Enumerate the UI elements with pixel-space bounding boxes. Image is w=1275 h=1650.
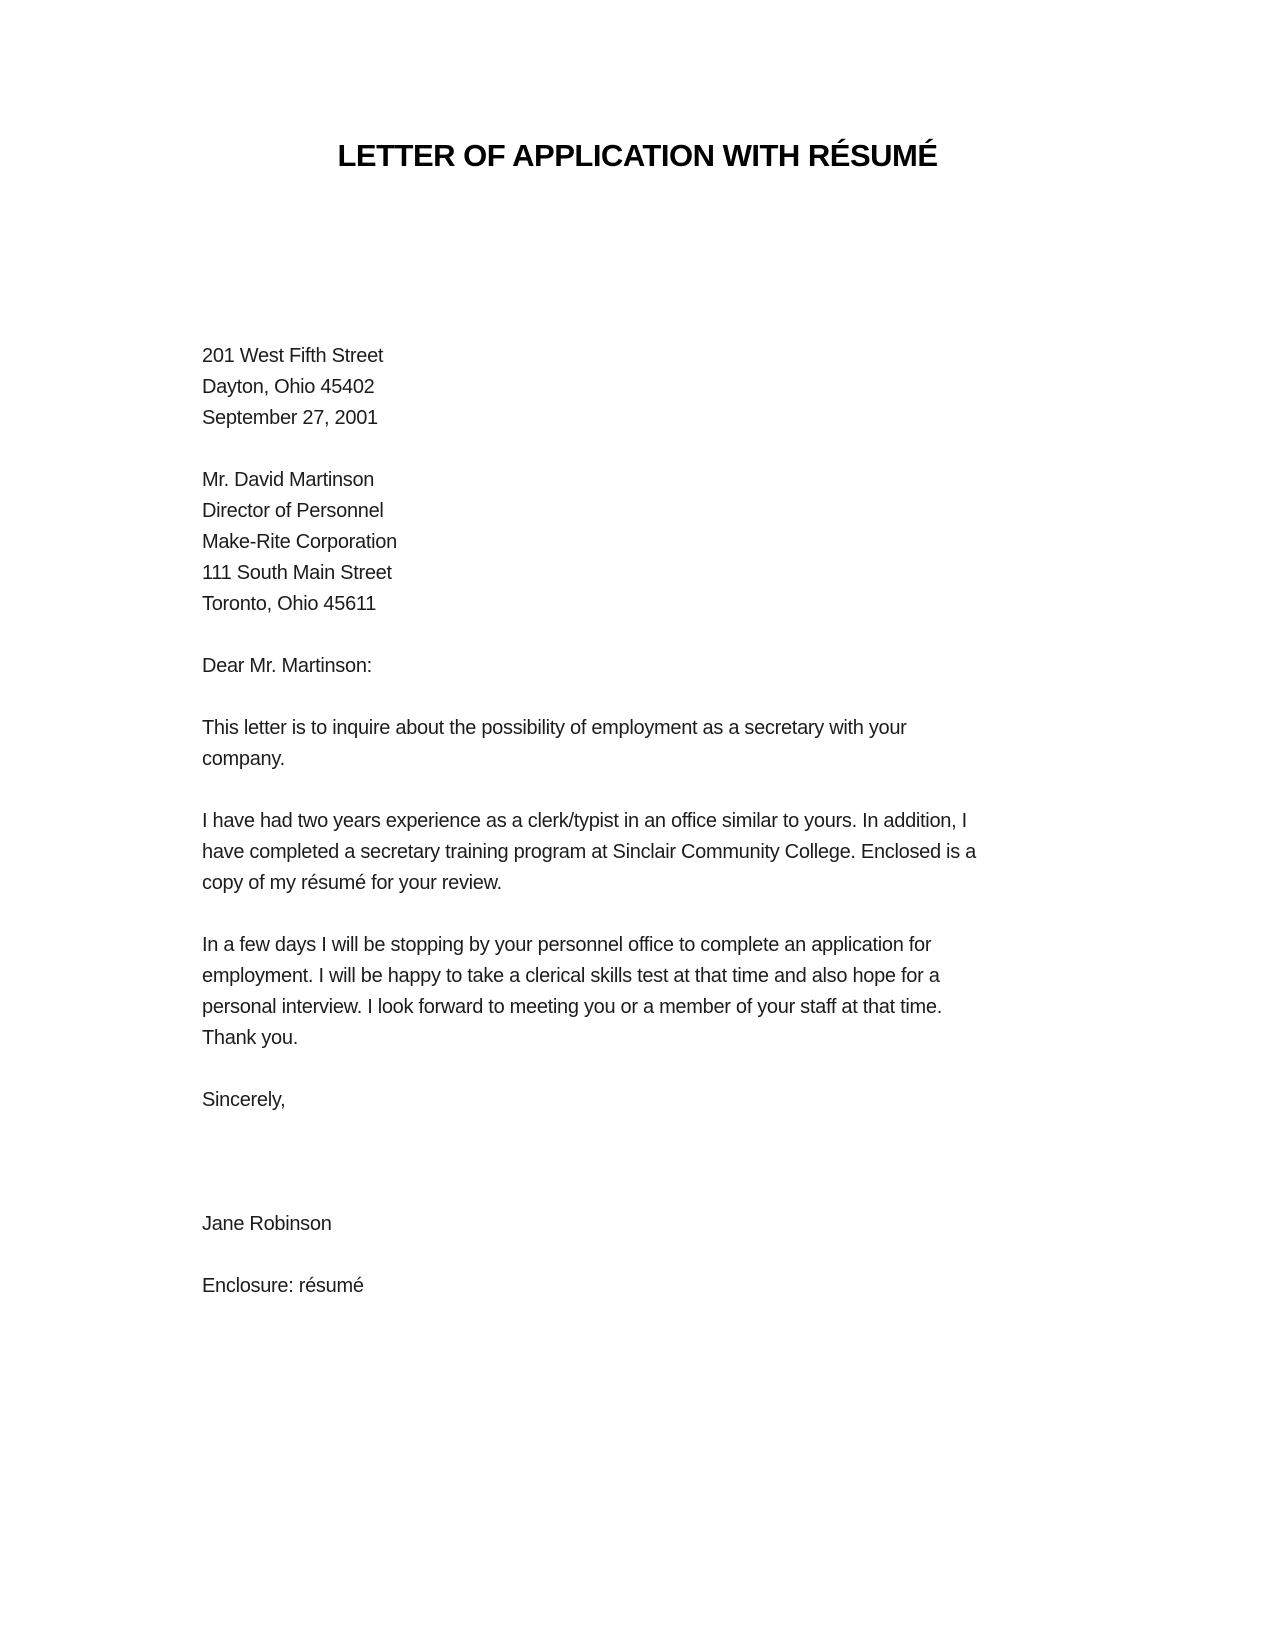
salutation: Dear Mr. Martinson: [202,655,372,677]
enclosure-note: Enclosure: résumé [202,1275,364,1297]
body-paragraph-2: I have had two years experience as a clerk/typist in an office similar to yours. In addition, I have completed a secretary training program at Sinclair Community College. Enclosed is a copy of my résumé for your review. [202,810,976,894]
letter-body [202,341,984,1302]
letter-date: September 27, 2001 [202,407,378,429]
recipient-address-block [202,465,984,620]
body-paragraph-3: In a few days I will be stopping by your personnel office to complete an application for employment. I will be happy to take a clerical skills test at that time and also hope for a personal interview. I look forward to meeting you or a member of your staff at that time. Thank you. [202,934,942,1049]
document-title: LETTER OF APPLICATION WITH RÉSUMÉ [337,138,938,173]
sender-address-block [202,341,984,434]
recipient-city: Toronto, Ohio 45611 [202,593,377,615]
recipient-street: 111 South Main Street [202,562,392,584]
recipient-name: Mr. David Martinson [202,469,375,491]
body-paragraph-1: This letter is to inquire about the possibility of employment as a secretary with your company. [202,717,907,770]
closing: Sincerely, [202,1089,286,1111]
signature-name: Jane Robinson [202,1213,332,1235]
recipient-company: Make-Rite Corporation [202,531,397,553]
recipient-title: Director of Personnel [202,500,384,522]
sender-address-line-2: Dayton, Ohio 45402 [202,376,375,398]
sender-address-line-1: 201 West Fifth Street [202,345,384,367]
